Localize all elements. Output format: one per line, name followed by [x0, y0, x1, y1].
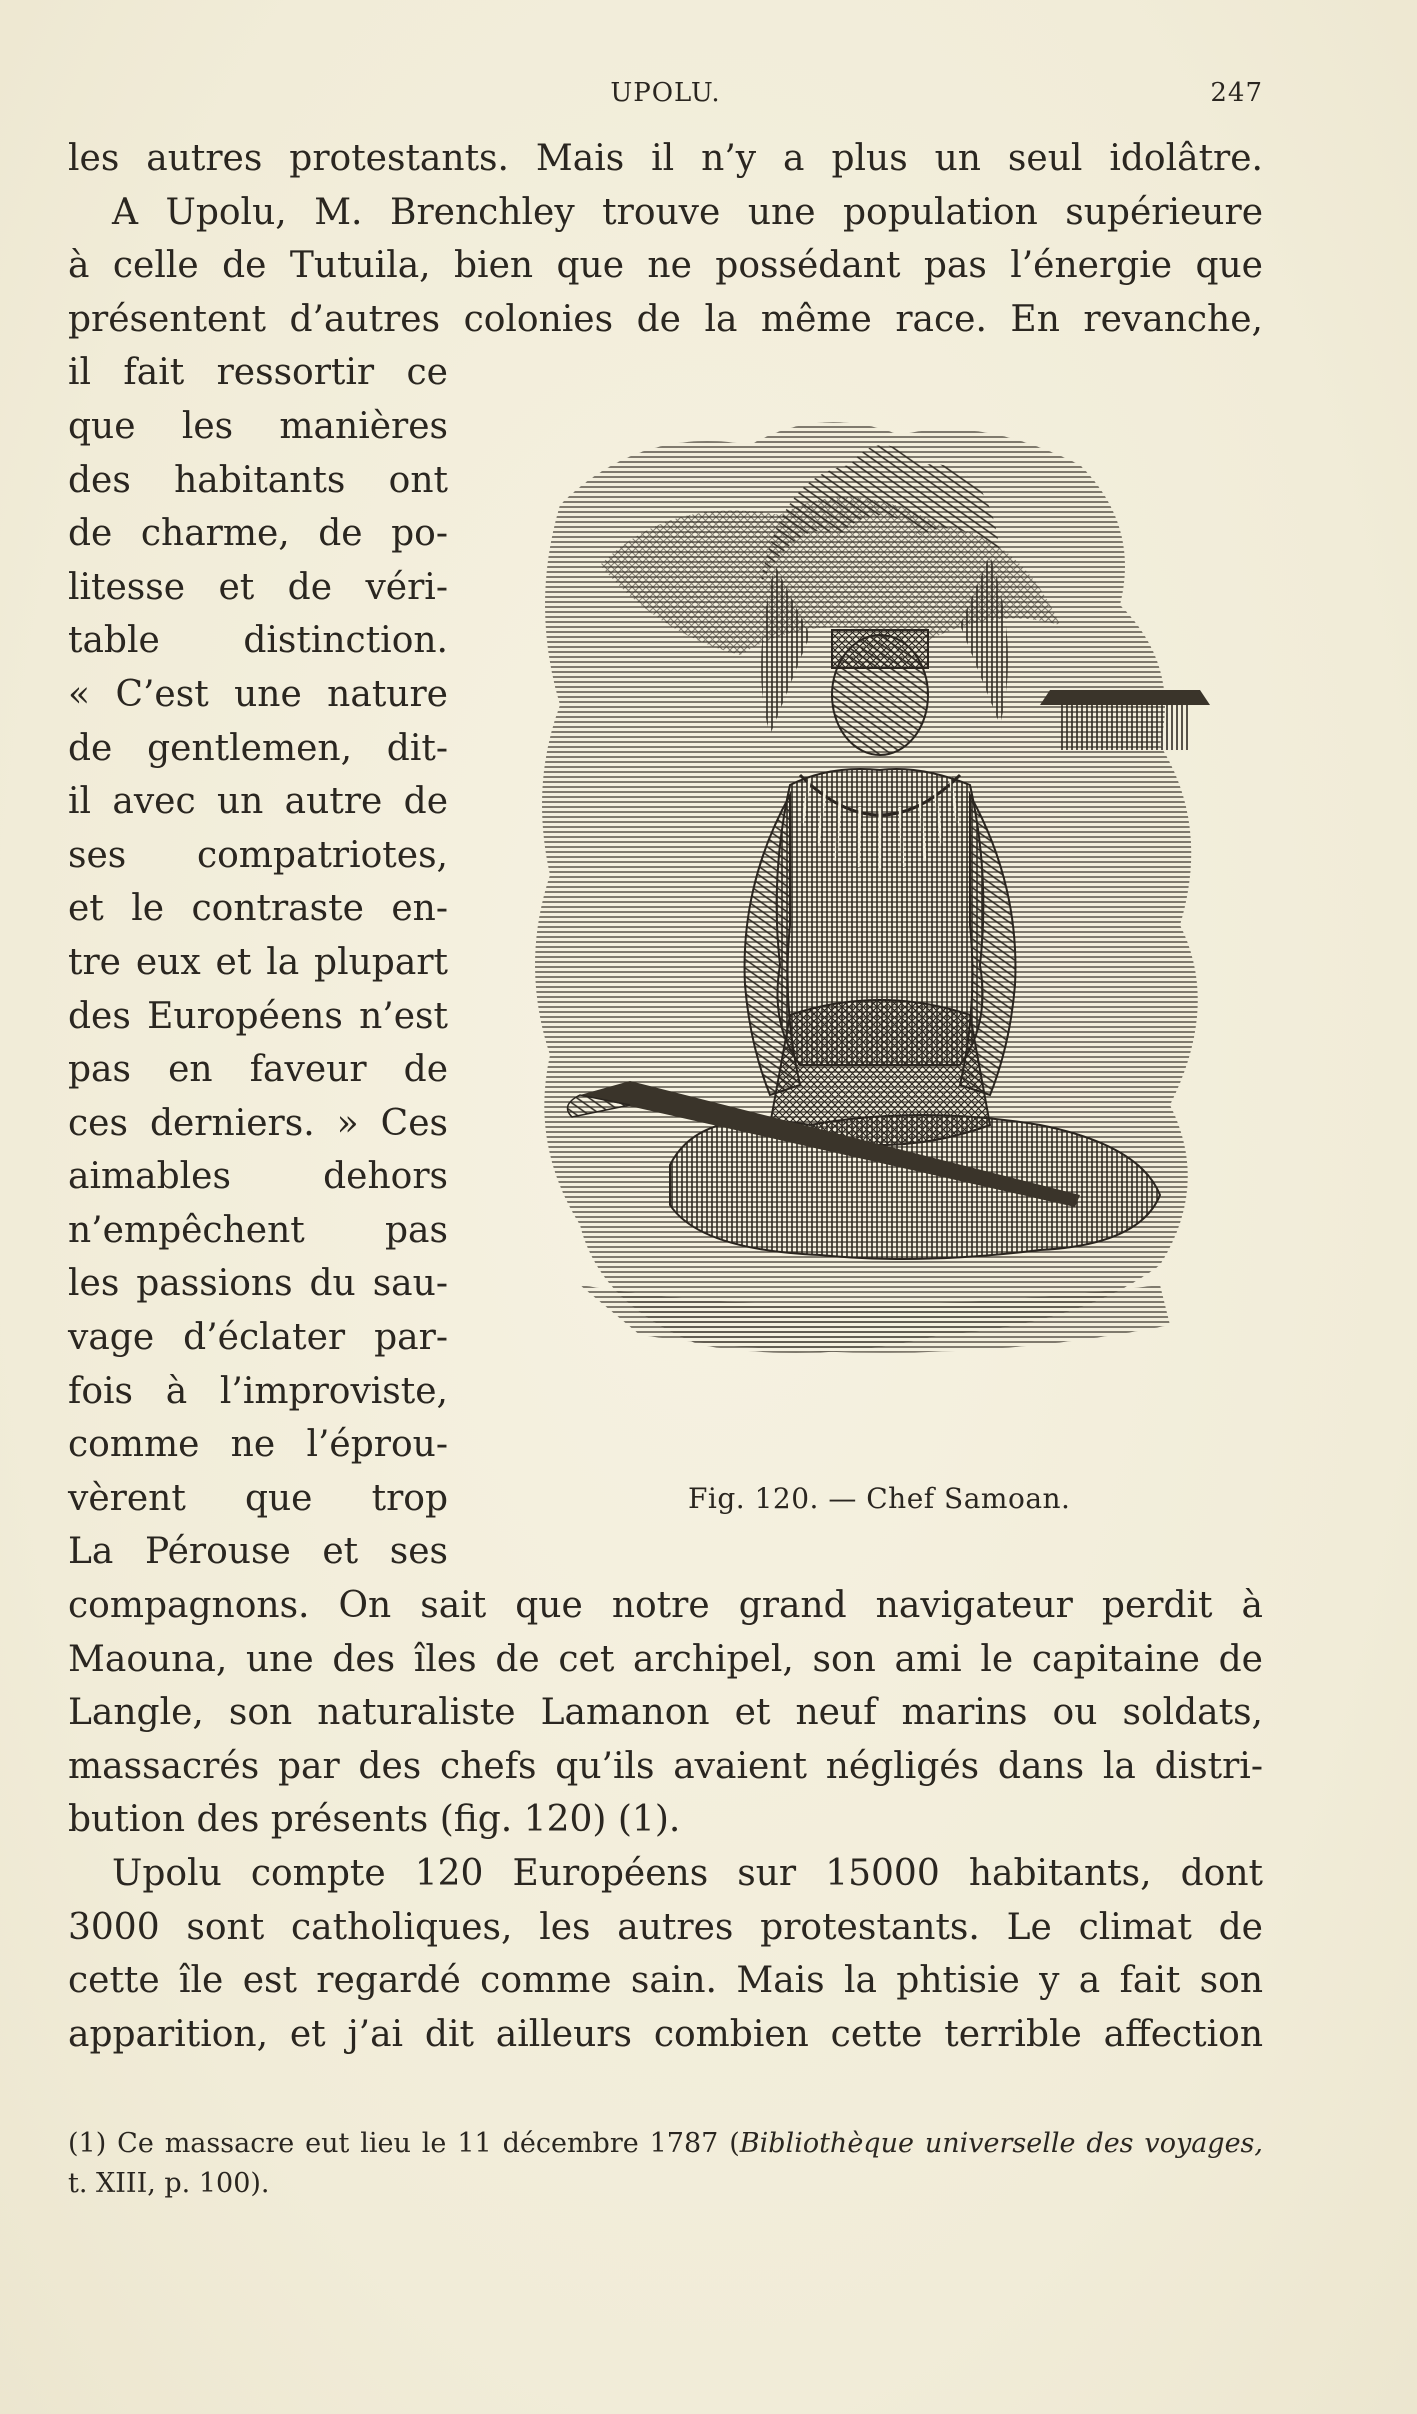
engraving-samoan-chief	[520, 405, 1250, 1530]
text-line: compagnons. On sait que notre grand navigateur perdit à	[68, 1585, 1263, 1627]
text-line: La Pérouse et ses	[68, 1531, 448, 1573]
footnote-italic-title: Bibliothèque universelle des voyages,	[739, 2128, 1263, 2159]
text-line: les passions du sau-	[68, 1263, 448, 1305]
text-line: apparition, et j’ai dit ailleurs combien cette terrible affection	[68, 2013, 1263, 2055]
text-line: des habitants ont	[68, 459, 448, 501]
text-line: vèrent que trop	[68, 1477, 448, 1519]
text-line: tre eux et la plupart	[68, 941, 448, 983]
text-line: vage d’éclater par-	[68, 1317, 448, 1359]
text-line: n’empêchent pas	[68, 1209, 448, 1251]
text-line: table distinction.	[68, 620, 448, 662]
text-line: fois à l’improviste,	[68, 1370, 448, 1412]
footnote-line	[68, 2124, 1263, 2164]
footnote-text: (1) Ce massacre eut lieu le 11 décembre 1787 (	[68, 2128, 740, 2159]
text-line: aimables dehors	[68, 1156, 448, 1198]
text-line: à celle de Tutuila, bien que ne possédant pas l’énergie que	[68, 245, 1263, 287]
text-line: Langle, son naturaliste Lamanon et neuf marins ou soldats,	[68, 1692, 1263, 1734]
footnote-line: t. XIII, p. 100).	[68, 2168, 270, 2199]
text-line: il avec un autre de	[68, 781, 448, 823]
text-line: « C’est une nature	[68, 673, 448, 715]
page-number: 247	[1210, 78, 1263, 108]
text-line: ses compatriotes,	[68, 834, 448, 876]
text-line: litesse et de véri-	[68, 566, 448, 608]
text-line: massacrés par des chefs qu’ils avaient négligés dans la distri-	[68, 1745, 1263, 1787]
text-line: bution des présents (fig. 120) (1).	[68, 1799, 681, 1841]
text-line: de gentlemen, dit-	[68, 727, 448, 769]
text-line: les autres protestants. Mais il n’y a plus un seul idolâtre.	[68, 138, 1263, 179]
text-line: cette île est regardé comme sain. Mais la phtisie y a fait son	[68, 1960, 1263, 2002]
text-line: pas en faveur de	[68, 1049, 448, 1091]
figure-caption: Fig. 120. — Chef Samoan.	[688, 1482, 1071, 1515]
text-line: des Européens n’est	[68, 995, 448, 1037]
running-head	[68, 78, 1263, 118]
text-line: et le contraste en-	[68, 888, 448, 930]
text-line: A Upolu, M. Brenchley trouve une population supérieure	[112, 191, 1263, 233]
text-line: il fait ressortir ce	[68, 352, 448, 394]
footnote	[68, 2124, 1263, 2204]
text-line: de charme, de po-	[68, 513, 448, 555]
text-line: Upolu compte 120 Européens sur 15000 habitants, dont	[112, 1853, 1263, 1894]
text-line: que les manières	[68, 405, 448, 447]
text-line: ces derniers. » Ces	[68, 1102, 448, 1144]
running-title: UPOLU.	[610, 78, 721, 108]
text-line: comme ne l’éprou-	[68, 1424, 448, 1466]
text-line: Maouna, une des îles de cet archipel, son ami le capitaine de	[68, 1638, 1263, 1680]
text-line: présentent d’autres colonies de la même race. En revanche,	[68, 298, 1263, 340]
text-line: 3000 sont catholiques, les autres protestants. Le climat de	[68, 1906, 1263, 1948]
